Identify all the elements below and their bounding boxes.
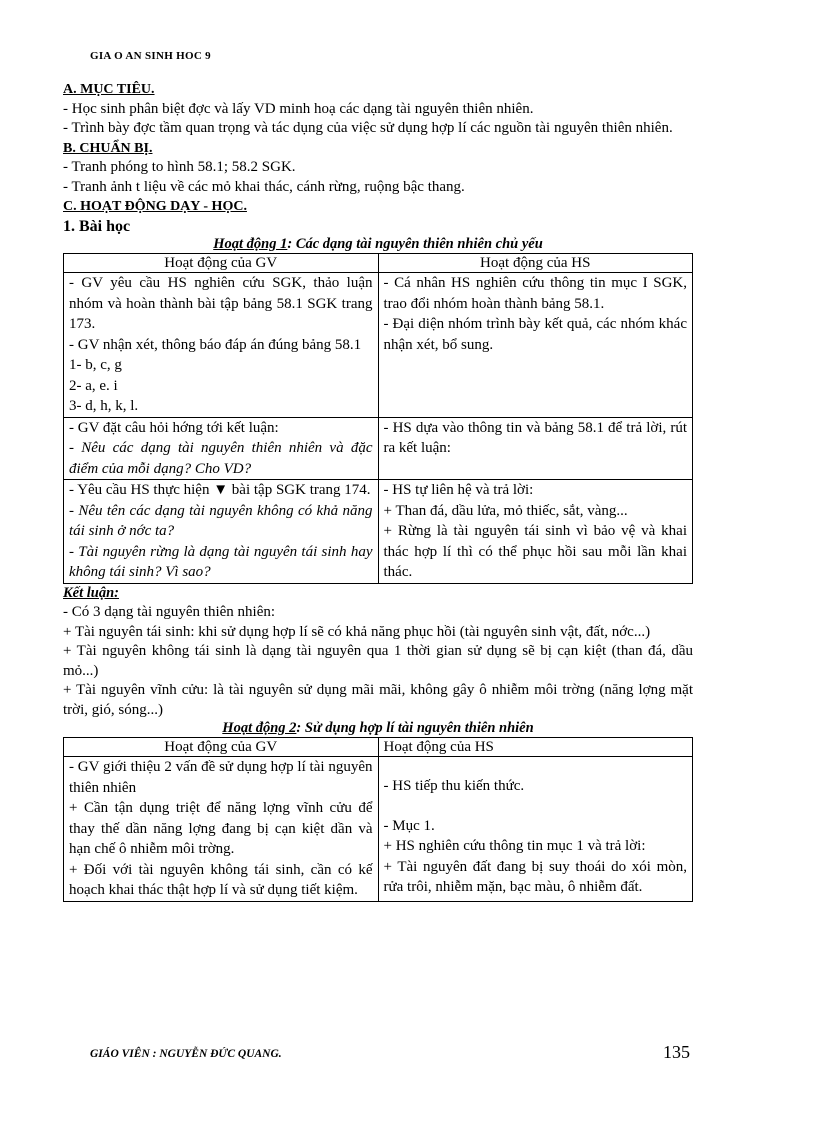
conclusion-line: + Tài nguyên tái sinh: khi sử dụng hợp lí sẽ có khả năng phục hồi (tài nguyên sinh vật, đất, nớc...) <box>63 623 651 640</box>
gv-line: - GV đặt câu hỏi hớng tới kết luận: <box>69 419 279 436</box>
activity2-title <box>63 720 693 737</box>
conclusion-line: - Có 3 dạng tài nguyên thiên nhiên: <box>63 604 276 620</box>
gv-line: - GV giới thiệu 2 vấn đề sử dụng hợp lí tài nguyên thiên nhiên <box>69 759 373 796</box>
gv-cell <box>64 480 379 584</box>
activity2-title-text: : Sử dụng hợp lí tài nguyên thiên nhiên <box>296 720 534 736</box>
page-footer <box>90 1042 690 1062</box>
conclusion-line: + Tài nguyên vĩnh cửu: là tài nguyên sử dụng mãi mãi, không gây ô nhiễm môi trờng (năng lợng mặt trời, gió, sóng...) <box>63 682 693 718</box>
gv-line: 2- a, e. i <box>69 377 118 394</box>
gv-line: 3- d, h, k, l. <box>69 398 139 414</box>
hs-cell <box>378 757 693 902</box>
activity1-table <box>63 253 693 584</box>
objective-line: - Trình bày đợc tầm quan trọng và tác dụng của việc sử dụng hợp lí các nguồn tài nguyên thiên nhiên. <box>63 120 673 136</box>
hs-line: - HS dựa vào thông tin và bảng 58.1 để trả lời, rút ra kết luận: <box>383 419 687 456</box>
activities-heading: C. HOẠT ĐỘNG DẠY - HỌC. <box>63 199 247 214</box>
gv-cell <box>64 273 379 418</box>
preparation-heading: B. CHUẨN BỊ. <box>63 140 153 156</box>
objectives-heading: A. MỤC TIÊU. <box>63 82 155 97</box>
activity2-col-hs: Hoạt động của HS <box>378 738 693 757</box>
gv-line: 1- b, c, g <box>69 357 122 373</box>
gv-line: + Cần tận dụng triệt để năng lợng vĩnh cửu để thay thế dần năng lợng đang bị cạn kiệt dần và hạn chế ô nhiễm môi trờng. <box>69 800 373 857</box>
activity2-col-gv: Hoạt động của GV <box>64 738 379 757</box>
teacher-name: GIÁO VIÊN : NGUYỄN ĐỨC QUANG. <box>90 1048 282 1060</box>
page-number: 135 <box>663 1042 690 1062</box>
hs-line: + Rừng là tài nguyên tái sinh vì bảo vệ và khai thác hợp lí thì có thể phục hồi sau mỗi lần khai thác. <box>383 523 687 580</box>
gv-question: - Tài nguyên rừng là dạng tài nguyên tái sinh hay không tái sinh? Vì sao? <box>69 543 373 580</box>
preparation-line: - Tranh ảnh t liệu về các mỏ khai thác, cánh rừng, ruộng bậc thang. <box>63 178 465 195</box>
spacer <box>384 797 688 816</box>
hs-line: + Tài nguyên đất đang bị suy thoái do xói mòn, rửa trôi, nhiễm mặn, bạc màu, ô nhiễm đất. <box>383 858 687 895</box>
activity2-label: Hoạt động 2 <box>222 720 297 736</box>
activity1-label: Hoạt động 1 <box>213 236 288 252</box>
hs-line: - Cá nhân HS nghiên cứu thông tin mục I SGK, trao đổi nhóm hoàn thành bảng 58.1. <box>383 275 687 312</box>
document-body <box>63 80 693 902</box>
conclusion-line: + Tài nguyên không tái sinh là dạng tài nguyên qua 1 thời gian sử dụng sẽ bị cạn kiệt (than đá, dầu mỏ...) <box>63 643 693 679</box>
spacer <box>384 757 688 776</box>
gv-line: - GV yêu cầu HS nghiên cứu SGK, thảo luận nhóm và hoàn thành bài tập bảng 58.1 SGK trang 173. <box>69 275 373 332</box>
lesson-heading: 1. Bài học <box>63 217 131 235</box>
gv-cell <box>64 417 379 480</box>
hs-line: - Mục 1. <box>383 817 435 834</box>
gv-line: - GV nhận xét, thông báo đáp án đúng bảng 58.1 <box>69 336 362 353</box>
gv-question: - Nêu các dạng tài nguyên thiên nhiên và đặc điểm của mỗi dạng? Cho VD? <box>69 440 373 477</box>
gv-question: - Nêu tên các dạng tài nguyên không có khả năng tái sinh ở nớc ta? <box>69 502 373 539</box>
hs-line: - Đại diện nhóm trình bày kết quả, các nhóm khác nhận xét, bổ sung. <box>383 316 687 353</box>
page-header: GIA O AN SINH HOC 9 <box>90 50 211 62</box>
hs-cell <box>378 417 693 480</box>
hs-cell <box>378 273 693 418</box>
activity1-title-text: : Các dạng tài nguyên thiên nhiên chủ yếu <box>287 236 543 252</box>
hs-line: - HS tự liên hệ và trả lời: <box>383 482 534 498</box>
hs-line: + HS nghiên cứu thông tin mục 1 và trả lời: <box>383 838 646 854</box>
activity1-col-gv: Hoạt động của GV <box>64 254 379 273</box>
hs-line: + Than đá, dầu lửa, mỏ thiếc, sắt, vàng... <box>383 502 628 519</box>
hs-line: - HS tiếp thu kiến thức. <box>383 778 525 794</box>
conclusion-label: Kết luận: <box>63 584 119 601</box>
gv-line: + Đối với tài nguyên không tái sinh, cần có kế hoạch khai thác thật hợp lí và sử dụng tiết kiệm. <box>69 861 373 898</box>
table-row <box>64 757 693 902</box>
objective-line: - Học sinh phân biệt đợc và lấy VD minh hoạ các dạng tài nguyên thiên nhiên. <box>63 100 534 117</box>
table-row <box>64 480 693 584</box>
activity1-col-hs: Hoạt động của HS <box>378 254 693 273</box>
gv-cell <box>64 757 379 902</box>
table-row <box>64 273 693 418</box>
conclusion <box>63 584 693 721</box>
table-row <box>64 417 693 480</box>
hs-cell <box>378 480 693 584</box>
gv-line: - Yêu cầu HS thực hiện ▼ bài tập SGK trang 174. <box>69 482 371 498</box>
activity2-table <box>63 737 693 902</box>
preparation-line: - Tranh phóng to hình 58.1; 58.2 SGK. <box>63 159 296 175</box>
activity1-title <box>63 236 693 253</box>
